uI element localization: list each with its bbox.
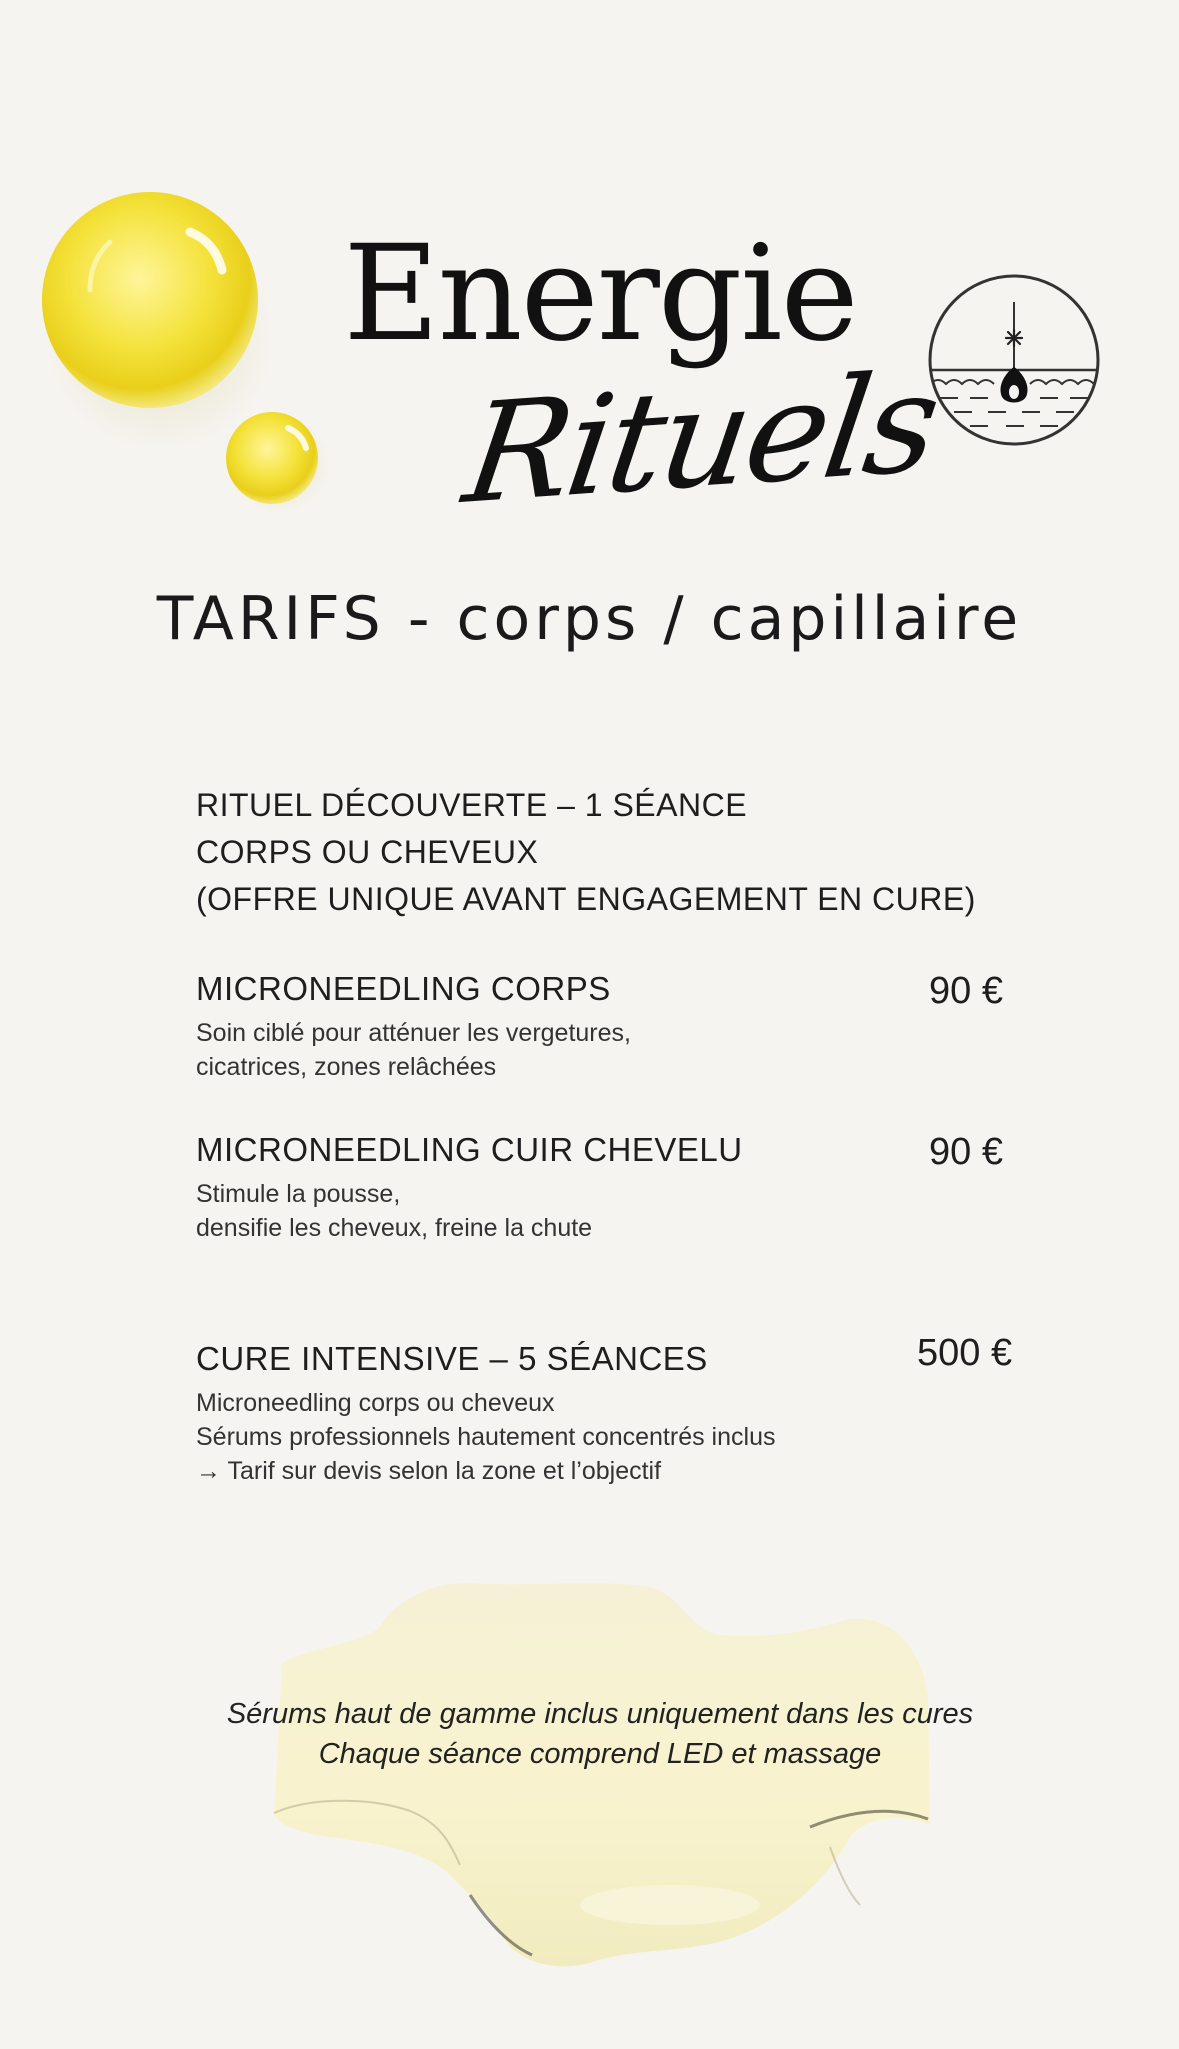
item-description-line: Stimule la pousse, — [196, 1180, 401, 1208]
footer-notes — [0, 1694, 1179, 1774]
discovery-line: CORPS OU CHEVEUX — [196, 834, 539, 870]
item-description — [196, 1016, 1076, 1084]
footer-line: Sérums haut de gamme inclus uniquement dans les cures — [226, 1698, 974, 1730]
item-name: MICRONEEDLING CUIR CHEVELU — [196, 1131, 743, 1168]
item-price: 500 € — [917, 1332, 1013, 1374]
item-price: 90 € — [929, 1131, 1003, 1173]
footer-line: Chaque séance comprend LED et massage — [318, 1738, 882, 1770]
cream-texture-splash — [270, 1575, 930, 1975]
item-description — [196, 1386, 1076, 1488]
item-description-line: Microneedling corps ou cheveux — [196, 1389, 555, 1417]
page-subtitle: TARIFS - corps / capillaire — [156, 584, 1023, 654]
item-description-line: Soin ciblé pour atténuer les vergetures, — [196, 1019, 631, 1047]
item-description-line: Sérums professionnels hautement concentrés inclus — [196, 1423, 776, 1451]
item-description-line: densifie les cheveux, freine la chute — [196, 1214, 593, 1242]
item-description-line: → Tarif sur devis selon la zone et l’objectif — [196, 1457, 662, 1485]
brand-script-title: Rituels — [455, 342, 946, 535]
price-item-intensive-cure — [196, 1332, 1076, 1488]
discovery-offer — [196, 782, 1096, 923]
price-item-body-microneedling — [196, 970, 1076, 1084]
item-description-line: cicatrices, zones relâchées — [196, 1053, 497, 1081]
item-name: MICRONEEDLING CORPS — [196, 970, 611, 1007]
hair-follicle-laser-icon — [926, 272, 1102, 448]
item-description — [196, 1177, 1076, 1245]
item-name: CURE INTENSIVE – 5 SÉANCES — [196, 1340, 708, 1377]
brand-title: Energie — [343, 217, 857, 371]
price-item-scalp-microneedling — [196, 1131, 1076, 1245]
discovery-line: (OFFRE UNIQUE AVANT ENGAGEMENT EN CURE) — [196, 881, 976, 917]
discovery-line: RITUEL DÉCOUVERTE – 1 SÉANCE — [196, 787, 748, 823]
item-price: 90 € — [929, 970, 1003, 1012]
